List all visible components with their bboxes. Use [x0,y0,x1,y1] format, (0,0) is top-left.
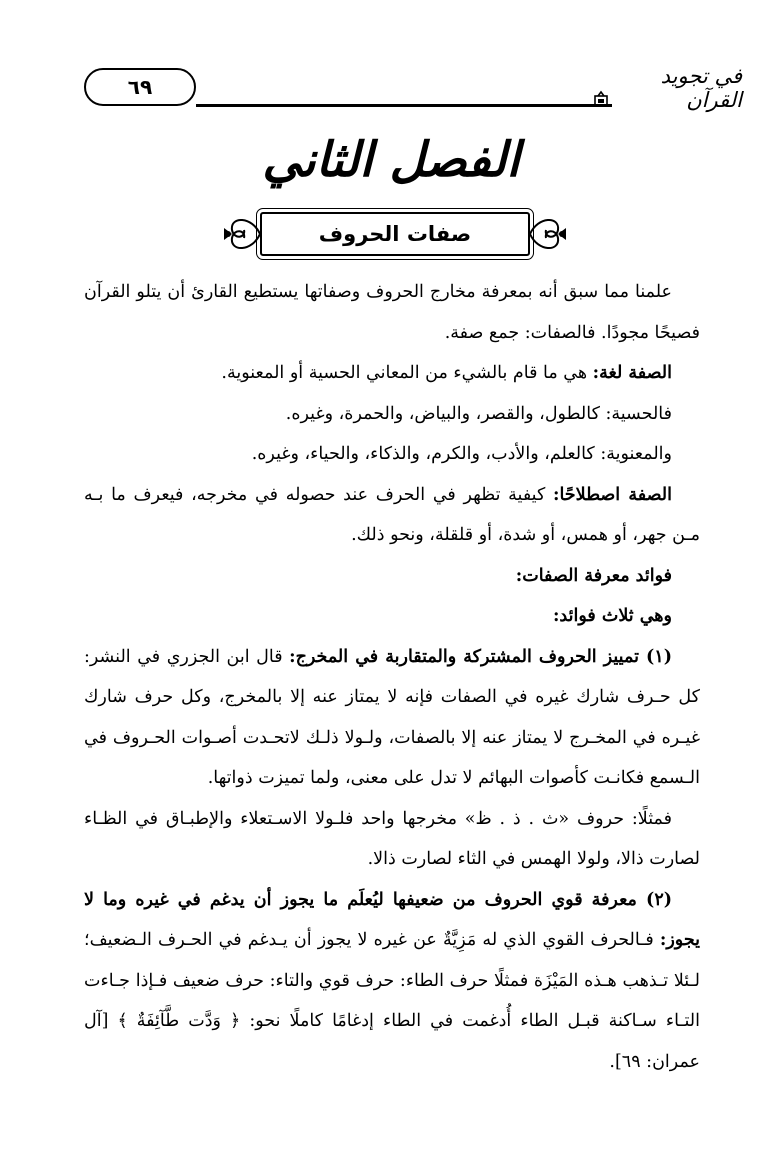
paragraph-lugha: الصفة لغة: هي ما قام بالشيء من المعاني الحسية أو المعنوية. [221,363,672,383]
book-title-logo [612,62,742,112]
chapter-title: الفصل الثاني [262,132,520,188]
header-rule [196,104,612,107]
paragraph-istilah: الصفة اصطلاحًا: كيفية تظهر في الحرف عند حصوله في مخرجه، فيعرف ما بـه مـن جهر، أو همس، أو شدة، أو قلقلة، ونحو ذلك. [84,484,700,545]
list-item-1: (١) تمييز الحروف المشتركة والمتقاربة في المخرج: قال ابن الجزري في النشر: كل حـرف شارك غيره في الصفات فإنه لا يمتاز عنه إلا بالمخرج، وكل حرف شارك غيـره في المخـرج لا يمتاز عنه إلا بالصفات، ولـولا ذلـك لاتحـدت أصـوات الحـروف في الـسمع فكانـت كأصوات البهائم لا تدل على معنى، ولما تميزت ذواتها. [84,646,700,788]
section-heading-ornament [222,208,568,260]
ornament-right-icon [528,208,568,260]
page-number: ٦٩ [84,68,196,106]
paragraph-example: فمثلًا: حروف «ث . ذ . ظ» مخرجها واحد فلـولا الاسـتعلاء والإطبـاق في الظـاء لصارت ذالا، ولولا الهمس في الثاء لصارت ذالا. [84,808,700,869]
fawaid-count: وهي ثلاث فوائد: [552,606,672,626]
paragraph-intro: علمنا مما سبق أنه بمعرفة مخارج الحروف وصفاتها يستطيع القارئ أن يتلو القرآن فصيحًا مجودًا. فالصفات: جمع صفة. [84,282,700,343]
ornament-left-icon [222,208,262,260]
book-title: في تجويد القرآن [660,64,742,112]
section-title: صفات الحروف [260,212,530,256]
lamp-icon [592,90,610,108]
list-item-2: (٢) معرفة قوي الحروف من ضعيفها ليُعلَم ما يجوز أن يدغم في غيره وما لا يجوز: فـالحرف القوي الذي له مَزِيَّةٌ عن غيره لا يجوز أن يـدغم في الحـرف الـضعيف؛ لـئلا تـذهب هـذه المَيْزَة فمثلًا حرف الطاء: حرف قوي والتاء: حرف ضعيف فـإذا جـاءت التـاء سـاكنة قبـل الطاء أُدغمت في الطاء إدغامًا كاملًا نحو: ﴿ وَدَّت طَّآئِفَةٌ ﴾ [آل عمران: ٦٩]. [84,889,700,1072]
fawaid-heading: فوائد معرفة الصفات: [515,565,672,586]
page-header [62,62,742,118]
paragraph-hissiya: فالحسية: كالطول، والقصر، والبياض، والحمرة، وغيره. [285,403,672,424]
paragraph-manawiya: والمعنوية: كالعلم، والأدب، والكرم، والذكاء، والحياء، وغيره. [251,444,672,464]
body-text [84,272,700,1082]
